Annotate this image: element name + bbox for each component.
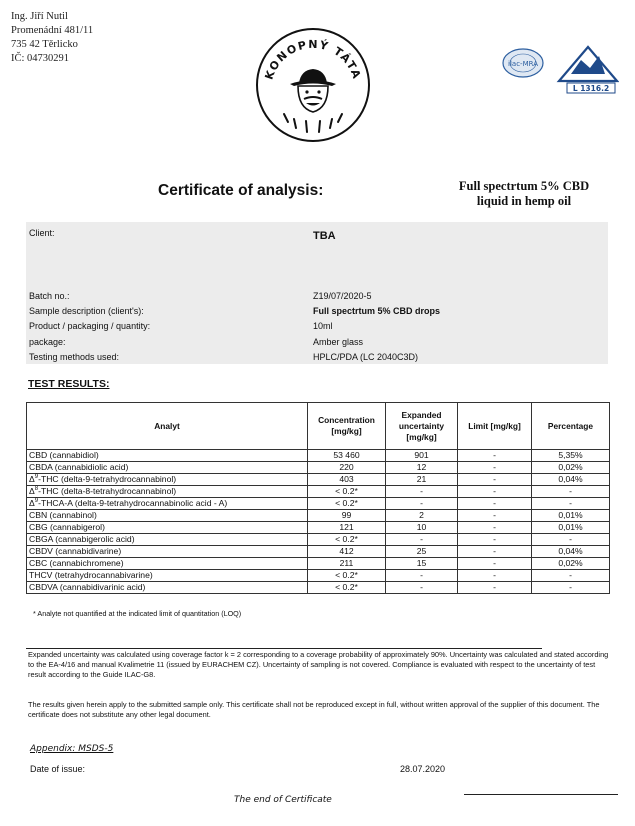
percentage-cell: 5,35% — [532, 450, 610, 462]
batch-value: Z19/07/2020-5 — [313, 291, 372, 301]
package-value: Amber glass — [313, 337, 364, 347]
concentration-cell: 53 460 — [308, 450, 386, 462]
concentration-cell: 403 — [308, 474, 386, 486]
uncertainty-cell: 2 — [386, 510, 458, 522]
date-of-issue-value: 28.07.2020 — [400, 764, 446, 774]
table-row — [27, 462, 610, 474]
percentage-cell: - — [532, 486, 610, 498]
results-header-row — [27, 403, 610, 450]
table-row — [27, 546, 610, 558]
uncertainty-cell: - — [386, 534, 458, 546]
uncertainty-cell: - — [386, 498, 458, 510]
analyt-name: CBG (cannabigerol) — [29, 522, 105, 532]
uncertainty-cell: 15 — [386, 558, 458, 570]
issuer-name: Ing. Jiří Nutil — [11, 11, 68, 22]
analyt-name: -THC (delta-8-tetrahydrocannabinol) — [38, 486, 177, 496]
analyt-name: CBC (cannabichromene) — [29, 558, 124, 568]
analyt-name: CBDVA (cannabidivarinic acid) — [29, 582, 146, 592]
analyt-name: CBN (cannabinol) — [29, 510, 97, 520]
logo-text: KONOPNÝ TÁTA — [262, 37, 364, 82]
concentration-cell: 211 — [308, 558, 386, 570]
end-of-certificate: The end of Certificate — [234, 795, 332, 805]
lab-number: L 1316.2 — [572, 84, 610, 93]
sample-label: Sample description (client's): — [29, 306, 144, 316]
table-row — [27, 570, 610, 582]
accreditation-logos — [501, 44, 619, 94]
col-percentage: Percentage — [532, 403, 610, 450]
uncertainty-cell: 21 — [386, 474, 458, 486]
limit-cell: - — [458, 570, 532, 582]
concentration-cell: < 0.2* — [308, 534, 386, 546]
certificate-title: Certificate of analysis: — [158, 182, 324, 199]
package-label: package: — [29, 337, 66, 347]
analyt-name: THCV (tetrahydrocannabivarine) — [29, 570, 153, 580]
limit-cell: - — [458, 510, 532, 522]
results-body — [27, 450, 610, 594]
percentage-cell: 0,02% — [532, 462, 610, 474]
uncertainty-cell: 901 — [386, 450, 458, 462]
table-row — [27, 510, 610, 522]
percentage-cell: 0,04% — [532, 546, 610, 558]
limit-cell: - — [458, 534, 532, 546]
client-label: Client: — [29, 228, 55, 238]
col-analyt: Analyt — [27, 403, 308, 450]
limit-cell: - — [458, 558, 532, 570]
results-table — [26, 402, 610, 594]
table-row — [27, 582, 610, 594]
limit-cell: - — [458, 546, 532, 558]
analyt-cell — [27, 486, 308, 498]
analyt-name: CBDA (cannabidiolic acid) — [29, 462, 129, 472]
limit-cell: - — [458, 486, 532, 498]
delta-prefix: Δ — [29, 486, 35, 496]
delta-prefix: Δ — [29, 474, 35, 484]
uncertainty-cell: 10 — [386, 522, 458, 534]
col-concentration: Concentration [mg/kg] — [308, 403, 386, 450]
test-results-title: TEST RESULTS: — [28, 378, 110, 390]
delta-superscript: 9 — [34, 498, 39, 505]
issuer-street: Promenádní 481/11 — [11, 25, 94, 36]
delta-superscript: 9 — [34, 474, 39, 481]
limit-cell: - — [458, 462, 532, 474]
analyt-cell — [27, 582, 308, 594]
uncertainty-cell: 12 — [386, 462, 458, 474]
uncertainty-cell: - — [386, 582, 458, 594]
batch-label: Batch no.: — [29, 291, 70, 301]
method-label: Testing methods used: — [29, 352, 120, 362]
analyt-name: -THCA-A (delta-9-tetrahydrocannabinolic acid - A) — [38, 498, 228, 508]
analyt-name: CBDV (cannabidivarine) — [29, 546, 122, 556]
product-name — [439, 179, 609, 209]
table-row — [27, 474, 610, 486]
concentration-cell: 99 — [308, 510, 386, 522]
konopny-tata-logo — [254, 26, 372, 144]
ilac-mra-text: ilac-MRA — [508, 60, 538, 68]
analyt-cell — [27, 474, 308, 486]
analyt-name: -THC (delta-9-tetrahydrocannabinol) — [38, 474, 177, 484]
limit-cell: - — [458, 582, 532, 594]
delta-prefix: Δ — [29, 498, 35, 508]
product-line-2: liquid in hemp oil — [476, 194, 572, 208]
uncertainty-note: Expanded uncertainty was calculated using coverage factor k = 2 corresponding to a coverage probability of approximately 90%. Uncertainty was calculated and stated according to the EA-4/16 and manual Kvalimetrie 11 (issued by EURACHEM CZ). Uncertainty of sampling is not covered. Compliance is evaluated with respect to the uncertainty of test result according to the Guide ILAC-G8. — [28, 650, 609, 679]
col-uncertainty: Expanded uncertainty [mg/kg] — [386, 403, 458, 450]
issuer-city: 735 42 Těrlicko — [11, 39, 78, 50]
table-row — [27, 522, 610, 534]
limit-cell: - — [458, 522, 532, 534]
percentage-cell: 0,04% — [532, 474, 610, 486]
table-row — [27, 498, 610, 510]
analyt-cell — [27, 546, 308, 558]
limit-cell: - — [458, 450, 532, 462]
limit-cell: - — [458, 498, 532, 510]
table-row — [27, 486, 610, 498]
analyt-cell — [27, 450, 308, 462]
analyt-cell — [27, 462, 308, 474]
concentration-cell: < 0.2* — [308, 582, 386, 594]
col-limit: Limit [mg/kg] — [458, 403, 532, 450]
analyt-cell — [27, 522, 308, 534]
product-line-1: Full spectrtum 5% CBD — [458, 179, 590, 193]
table-row — [27, 450, 610, 462]
product-value: 10ml — [313, 321, 333, 331]
analyt-cell — [27, 570, 308, 582]
concentration-cell: < 0.2* — [308, 498, 386, 510]
uncertainty-cell: - — [386, 570, 458, 582]
analyt-cell — [27, 534, 308, 546]
table-row — [27, 558, 610, 570]
concentration-cell: 412 — [308, 546, 386, 558]
table-row — [27, 534, 610, 546]
loq-footnote: * Analyte not quantified at the indicated limit of quantitation (LOQ) — [33, 609, 242, 618]
method-value: HPLC/PDA (LC 2040C3D) — [313, 352, 419, 362]
issuer-ic: IČ: 04730291 — [11, 53, 70, 64]
concentration-cell: < 0.2* — [308, 486, 386, 498]
analyt-cell — [27, 558, 308, 570]
percentage-cell: - — [532, 570, 610, 582]
percentage-cell: 0,01% — [532, 522, 610, 534]
delta-superscript: 8 — [34, 486, 39, 493]
concentration-cell: < 0.2* — [308, 570, 386, 582]
percentage-cell: - — [532, 498, 610, 510]
client-value: TBA — [313, 230, 336, 242]
divider — [26, 648, 542, 649]
percentage-cell: - — [532, 534, 610, 546]
signature-line — [464, 794, 618, 795]
date-of-issue-label: Date of issue: — [30, 764, 86, 774]
analyt-name: CBGA (cannabigerolic acid) — [29, 534, 135, 544]
analyt-cell — [27, 510, 308, 522]
uncertainty-cell: 25 — [386, 546, 458, 558]
appendix-label: Appendix: MSDS-5 — [30, 744, 114, 754]
concentration-cell: 121 — [308, 522, 386, 534]
percentage-cell: - — [532, 582, 610, 594]
issuer-address — [11, 10, 93, 66]
analyt-cell — [27, 498, 308, 510]
limit-cell: - — [458, 474, 532, 486]
uncertainty-cell: - — [386, 486, 458, 498]
percentage-cell: 0,02% — [532, 558, 610, 570]
disclaimer-note: The results given herein apply to the submitted sample only. This certificate shall not be reproduced except in full, without written approval of the supplier of this document. The certificate does not substitute any other legal document. — [28, 700, 600, 719]
concentration-cell: 220 — [308, 462, 386, 474]
percentage-cell: 0,01% — [532, 510, 610, 522]
analyt-name: CBD (cannabidiol) — [29, 450, 99, 460]
sample-value: Full spectrtum 5% CBD drops — [313, 306, 441, 316]
product-label: Product / packaging / quantity: — [29, 321, 151, 331]
